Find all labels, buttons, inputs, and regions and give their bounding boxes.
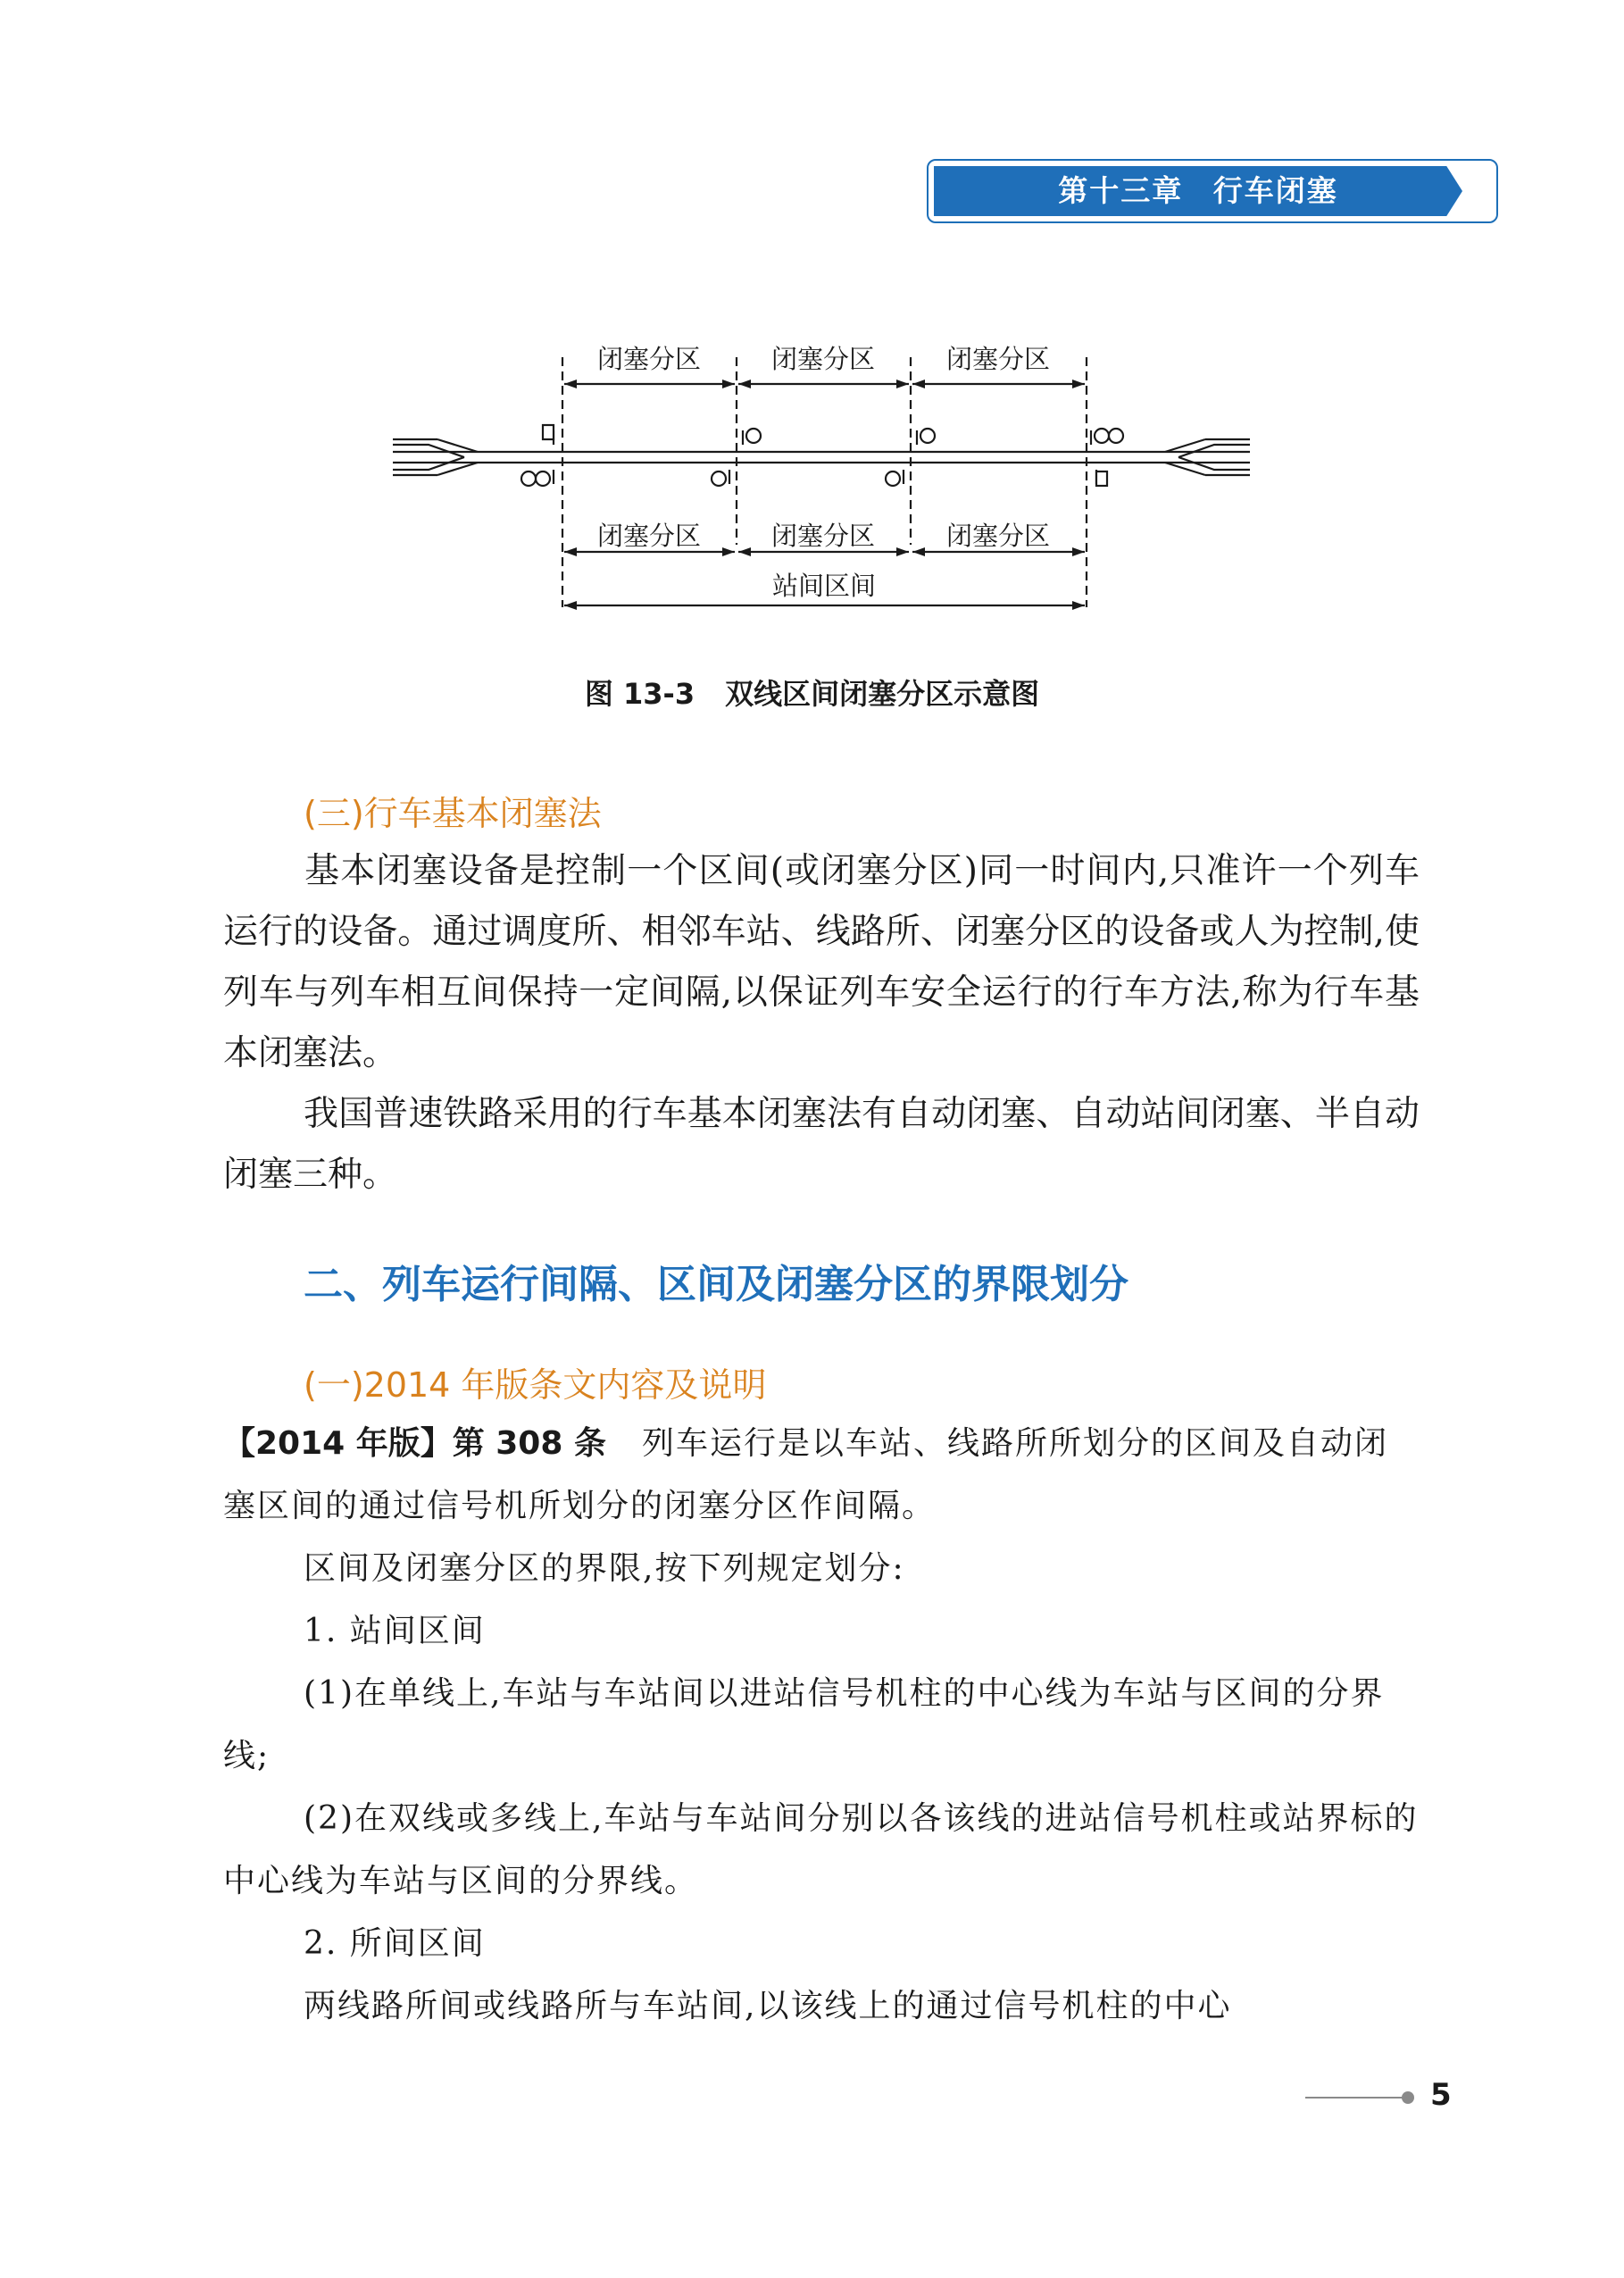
paragraph-1 [223, 841, 1420, 1084]
item1-b-text: (2)在双线或多线上,车站与车站间分别以各该线的进站信号机柱或站界标的中心线为车站与区间的分界线。 [223, 1800, 1419, 1899]
item1-b [223, 1788, 1420, 1913]
paragraph-1-text: 基本闭塞设备是控制一个区间(或闭塞分区)同一时间内,只准许一个列车运行的设备。通过调度所、相邻车站、线路所、闭塞分区的设备或人为控制,使列车与列车相互间保持一定间隔,以保证列车安全运行的行车方法,称为行车基本闭塞法。 [223, 851, 1420, 1073]
item1-a [223, 1663, 1420, 1788]
bottom-label-1: 闭塞分区 [596, 521, 702, 551]
paragraph-2-text: 我国普速铁路采用的行车基本闭塞法有自动闭塞、自动站间闭塞、半自动闭塞三种。 [223, 1094, 1420, 1195]
subheading-2014: (一)2014 年版条文内容及说明 [304, 1365, 767, 1405]
item1-a-text: (1)在单线上,车站与车站间以进站信号机柱的中心线为车站与区间的分界线; [223, 1675, 1385, 1774]
article-308 [223, 1413, 1420, 1538]
station-interval-label: 站间区间 [771, 571, 877, 601]
top-label-2: 闭塞分区 [770, 344, 876, 374]
article-label: 【2014 年版】第 308 条 [223, 1425, 606, 1462]
paragraph-2 [223, 1084, 1420, 1206]
figure-number: 图 13-3 [584, 677, 695, 711]
top-label-1: 闭塞分区 [596, 344, 702, 374]
top-label-3: 闭塞分区 [945, 344, 1051, 374]
figure-title: 双线区间闭塞分区示意图 [725, 677, 1040, 711]
section-heading-basic-block: (三)行车基本闭塞法 [304, 794, 602, 833]
chapter-title: 行车闭塞 [1212, 173, 1338, 208]
chapter-number: 第十三章 [1058, 173, 1184, 208]
block-section-diagram [375, 321, 1268, 625]
bottom-label-3: 闭塞分区 [945, 521, 1051, 551]
bottom-label-2: 闭塞分区 [770, 521, 876, 551]
chapter-header [934, 166, 1462, 216]
rule-intro: 区间及闭塞分区的界限,按下列规定划分: [304, 1550, 905, 1587]
item1-title: 1. 站间区间 [304, 1613, 486, 1649]
figure-caption [0, 672, 1624, 713]
item2-title: 2. 所间区间 [304, 1925, 486, 1962]
item2-text: 两线路所间或线路所与车站间,以该线上的通过信号机柱的中心 [304, 1988, 1232, 2024]
page-number: 5 [1430, 2077, 1452, 2113]
page-number-rule [1305, 2097, 1405, 2099]
article-text: 列车运行是以车站、线路所所划分的区间及自动闭塞区间的通过信号机所划分的闭塞分区作间隔。 [223, 1425, 1388, 1524]
section-heading-intervals: 二、列车运行间隔、区间及闭塞分区的界限划分 [304, 1262, 1128, 1307]
page-number-dot [1402, 2091, 1414, 2104]
